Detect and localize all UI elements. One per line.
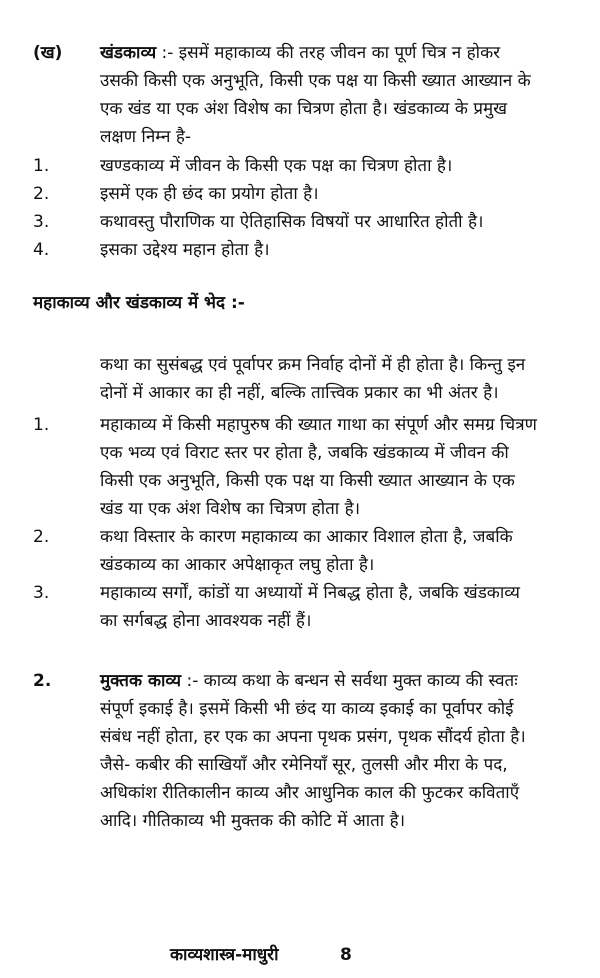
list-item: इसका उद्देश्य महान होता है। [100, 240, 270, 260]
muktak-line: संपूर्ण इकाई है। इसमें किसी भी छंद या काव्य इकाई का पूर्वापर कोई [100, 699, 514, 719]
section-kha-line-3: एक खंड या एक अंश विशेष का चित्रण होता है। खंडकाव्य के प्रमुख [100, 99, 508, 119]
list-item-line: का सर्गबद्ध होना आवश्यक नहीं हैं। [100, 611, 312, 631]
section-kha-line-2: उसकी किसी एक अनुभूति, किसी एक पक्ष या किसी ख्यात आख्यान के [100, 71, 531, 91]
list-number: 2. [33, 184, 50, 204]
muktak-line: आदि। गीतिकाव्य भी मुक्तक की कोटि में आता है। [100, 811, 406, 831]
list-number: 3. [33, 583, 50, 603]
section-marker: (ख) [33, 43, 63, 63]
list-item-line: किसी एक अनुभूति, किसी एक पक्ष या किसी ख्यात आख्यान के एक [100, 471, 515, 491]
list-item-line: महाकाव्य में किसी महापुरुष की ख्यात गाथा का संपूर्ण और समग्र चित्रण [100, 415, 537, 435]
list-item-line: कथा विस्तार के कारण महाकाव्य का आकार विशाल होता है, जबकि [100, 527, 513, 547]
list-number: 1. [33, 415, 50, 435]
list-item: खण्डकाव्य में जीवन के किसी एक पक्ष का चित्रण होता है। [100, 156, 453, 176]
difference-heading: महाकाव्य और खंडकाव्य में भेद :- [33, 293, 245, 313]
difference-intro-line-1: कथा का सुसंबद्ध एवं पूर्वापर क्रम निर्वाह दोनों में ही होता है। किन्तु इन [100, 355, 526, 375]
list-number: 1. [33, 156, 50, 176]
muktak-line: जैसे- कबीर की साखियाँ और रमेनियाँ सूर, तुलसी और मीरा के पद, [100, 755, 508, 775]
footer-book-title: काव्यशास्त्र-माधुरी [170, 945, 279, 965]
list-item-line: एक भव्य एवं विराट स्तर पर होता है, जबकि खंडकाव्य में जीवन की [100, 443, 509, 463]
list-item: इसमें एक ही छंद का प्रयोग होता है। [100, 184, 319, 204]
section-kha-line-1-rest: :- इसमें महाकाव्य की तरह जीवन का पूर्ण चित्र न होकर [156, 43, 501, 63]
list-number: 4. [33, 240, 50, 260]
section-kha-line-1 [100, 42, 500, 64]
muktak-term: मुक्तक काव्य [100, 671, 182, 691]
muktak-line: अधिकांश रीतिकालीन काव्य और आधुनिक काल की फुटकर कविताएँ [100, 783, 520, 803]
section-kha-line-4: लक्षण निम्न है- [100, 127, 191, 147]
list-item: कथावस्तु पौराणिक या ऐतिहासिक विषयों पर आधारित होती है। [100, 212, 484, 232]
list-item-line: खंडकाव्य का आकार अपेक्षाकृत लघु होता है। [100, 555, 375, 575]
muktak-number: 2. [33, 671, 52, 691]
list-item-line: खंड या एक अंश विशेष का चित्रण होता है। [100, 499, 361, 519]
list-number: 3. [33, 212, 50, 232]
muktak-line-1 [100, 670, 518, 692]
list-number: 2. [33, 527, 50, 547]
list-item-line: महाकाव्य सर्गों, कांडों या अध्यायों में निबद्ध होता है, जबकि खंडकाव्य [100, 583, 520, 603]
muktak-line-1-rest: :- काव्य कथा के बन्धन से सर्वथा मुक्त काव्य की स्वतः [181, 671, 518, 691]
section-kha-term: खंडकाव्य [100, 43, 157, 63]
muktak-line: संबंध नहीं होता, हर एक का अपना पृथक प्रसंग, पृथक सौंदर्य होता है। [100, 727, 526, 747]
difference-intro-line-2: दोनों में आकार का ही नहीं, बल्कि तात्त्विक प्रकार का भी अंतर है। [100, 383, 499, 403]
page-number: 8 [340, 945, 352, 965]
